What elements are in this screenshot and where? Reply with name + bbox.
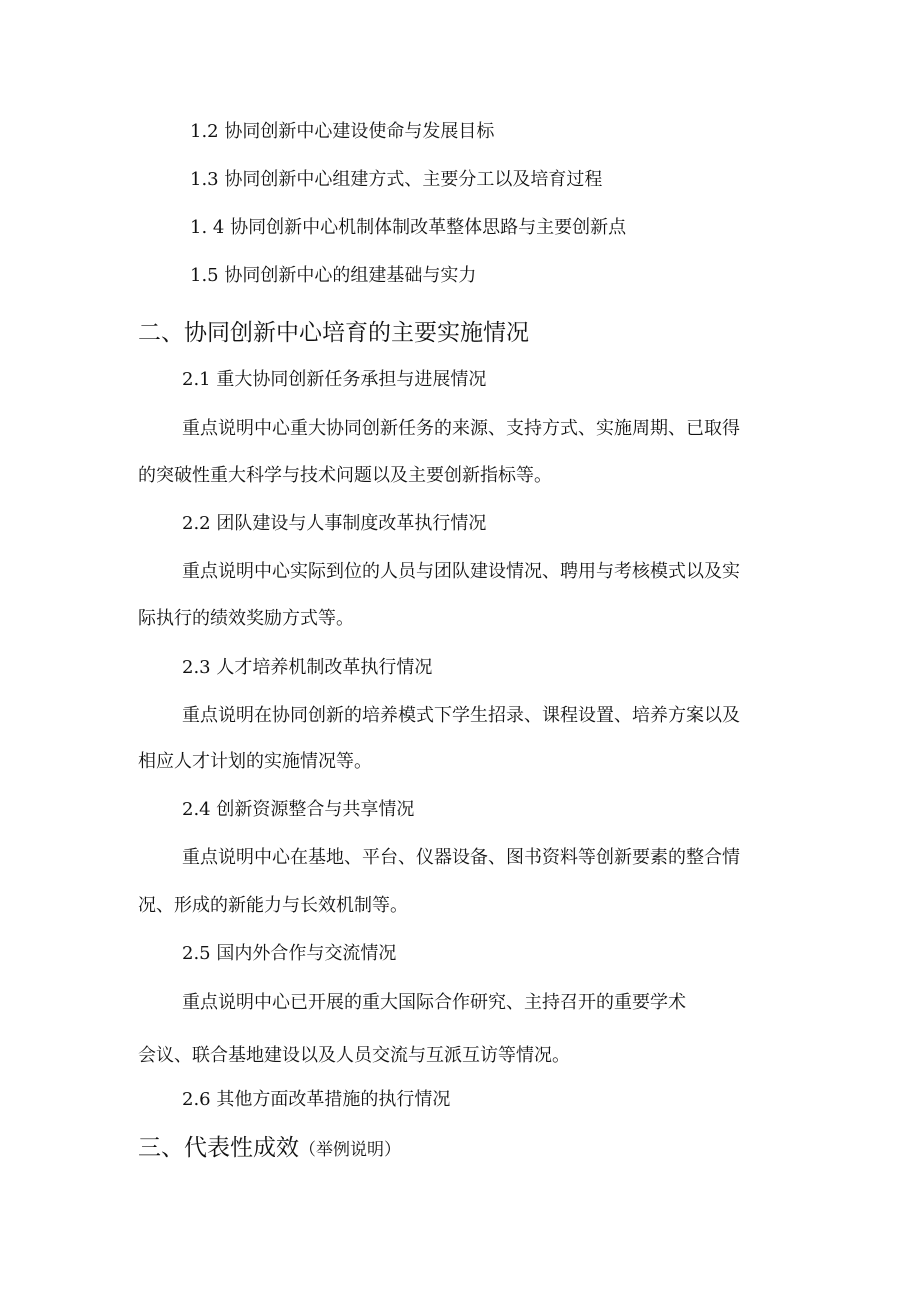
section-2-3-heading: 2.3 人才培养机制改革执行情况 bbox=[182, 657, 433, 678]
section-2-4-body-line-1: 重点说明中心在基地、平台、仪器设备、图书资料等创新要素的整合情 bbox=[182, 847, 740, 868]
section-2-title: 二、协同创新中心培育的主要实施情况 bbox=[138, 320, 529, 346]
section-3-title-note: （举例说明） bbox=[299, 1140, 401, 1160]
section-2-1-heading: 2.1 重大协同创新任务承担与进展情况 bbox=[182, 369, 487, 390]
section-1-2-heading: 1.2 协同创新中心建设使命与发展目标 bbox=[190, 121, 495, 142]
section-2-3-body-line-1: 重点说明在协同创新的培养模式下学生招录、课程设置、培养方案以及 bbox=[182, 705, 740, 726]
section-2-1-body-line-2: 的突破性重大科学与技术问题以及主要创新指标等。 bbox=[138, 465, 552, 486]
section-1-3-heading: 1.3 协同创新中心组建方式、主要分工以及培育过程 bbox=[190, 169, 603, 190]
section-2-1-body-line-1: 重点说明中心重大协同创新任务的来源、支持方式、实施周期、已取得 bbox=[182, 418, 740, 439]
section-2-4-body-line-2: 况、形成的新能力与长效机制等。 bbox=[138, 895, 408, 916]
section-2-5-heading: 2.5 国内外合作与交流情况 bbox=[182, 943, 397, 964]
section-2-2-heading: 2.2 团队建设与人事制度改革执行情况 bbox=[182, 513, 487, 534]
section-2-5-body-line-2: 会议、联合基地建设以及人员交流与互派互访等情况。 bbox=[138, 1045, 570, 1066]
section-2-4-heading: 2.4 创新资源整合与共享情况 bbox=[182, 799, 415, 820]
section-1-4-heading: 1. 4 协同创新中心机制体制改革整体思路与主要创新点 bbox=[190, 217, 627, 238]
section-2-5-body-line-1: 重点说明中心已开展的重大国际合作研究、主持召开的重要学术 bbox=[182, 992, 686, 1013]
section-3-title bbox=[138, 1133, 401, 1165]
section-2-2-body-line-2: 际执行的绩效奖励方式等。 bbox=[138, 608, 354, 629]
section-2-6-heading: 2.6 其他方面改革措施的执行情况 bbox=[182, 1089, 451, 1110]
section-3-title-text: 三、代表性成效 bbox=[138, 1135, 299, 1161]
section-1-5-heading: 1.5 协同创新中心的组建基础与实力 bbox=[190, 265, 477, 286]
section-2-2-body-line-1: 重点说明中心实际到位的人员与团队建设情况、聘用与考核模式以及实 bbox=[182, 561, 740, 582]
section-2-3-body-line-2: 相应人才计划的实施情况等。 bbox=[138, 751, 372, 772]
